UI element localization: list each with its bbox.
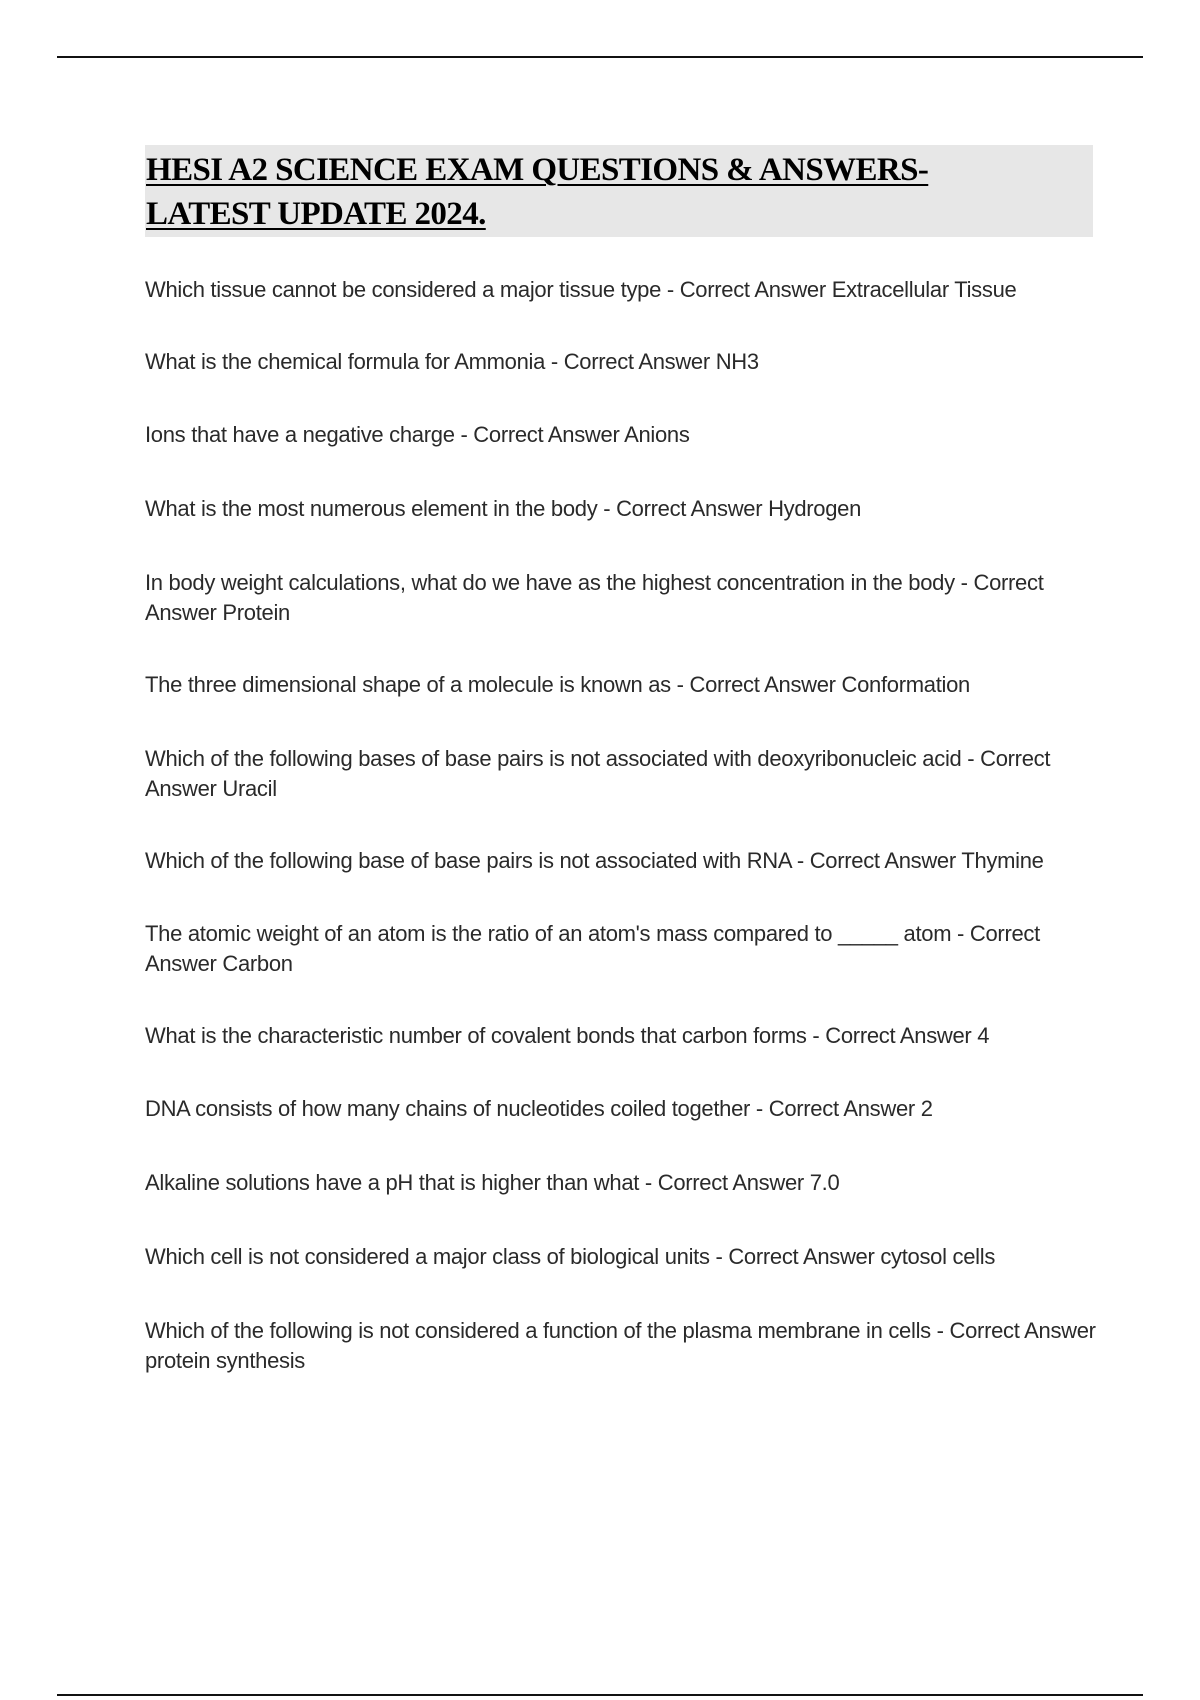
qa-item: The three dimensional shape of a molecule is known as - Correct Answer Conformation (145, 672, 970, 697)
question-text: The three dimensional shape of a molecule is known as (145, 672, 671, 697)
question-text: DNA consists of how many chains of nucleotides coiled together (145, 1096, 751, 1121)
qa-list (145, 275, 1105, 1376)
answer-prefix: Correct Answer (679, 277, 826, 302)
answer-prefix: Correct Answer (616, 496, 763, 521)
question-text: What is the characteristic number of covalent bonds that carbon forms (145, 1023, 807, 1048)
qa-item: The atomic weight of an atom is the ratio of an atom's mass compared to _____ atom - Correct Answer Carbon (145, 921, 1040, 976)
answer-prefix: Correct Answer (473, 422, 620, 447)
qa-item: What is the chemical formula for Ammonia - Correct Answer NH3 (145, 349, 759, 374)
top-rule (57, 56, 1143, 58)
answer-prefix: Correct Answer (728, 1244, 875, 1269)
question-text: Which of the following bases of base pairs is not associated with deoxyribonucleic acid (145, 746, 962, 771)
qa-item: What is the characteristic number of covalent bonds that carbon forms - Correct Answer 4 (145, 1023, 990, 1048)
qa-item: In body weight calculations, what do we have as the highest concentration in the body - Correct Answer Protein (145, 570, 1044, 625)
answer-text: 7.0 (809, 1170, 840, 1195)
qa-item: Which tissue cannot be considered a major tissue type - Correct Answer Extracellular Tissue (145, 277, 1017, 302)
answer-text: 4 (977, 1023, 990, 1048)
question-text: Ions that have a negative charge (145, 422, 455, 447)
qa-item: Ions that have a negative charge - Correct Answer Anions (145, 422, 690, 447)
qa-item: Which cell is not considered a major class of biological units - Correct Answer cytosol cells (145, 1244, 996, 1269)
answer-prefix: Correct Answer (949, 1318, 1096, 1343)
answer-text: Protein (222, 600, 290, 625)
qa-item: Which of the following bases of base pairs is not associated with deoxyribonucleic acid - Correct Answer Uracil (145, 746, 1051, 801)
answer-text: Hydrogen (768, 496, 862, 521)
answer-text: Uracil (222, 776, 277, 801)
answer-prefix: Correct Answer (145, 570, 1044, 625)
answer-text: Thymine (961, 848, 1044, 873)
qa-item: DNA consists of how many chains of nucleotides coiled together - Correct Answer 2 (145, 1096, 933, 1121)
answer-prefix: Correct Answer (689, 672, 836, 697)
question-text: In body weight calculations, what do we have as the highest concentration in the body (145, 570, 955, 595)
answer-text: 2 (920, 1096, 933, 1121)
answer-text: Conformation (841, 672, 970, 697)
answer-prefix: Correct Answer (145, 746, 1051, 801)
answer-prefix: Correct Answer (809, 848, 956, 873)
answer-prefix: Correct Answer (768, 1096, 915, 1121)
qa-item: Which of the following base of base pairs is not associated with RNA - Correct Answer Thymine (145, 848, 1044, 873)
qa-item: Which of the following is not considered a function of the plasma membrane in cells - Correct Answer protein synthesis (145, 1318, 1096, 1373)
answer-text: Anions (624, 422, 690, 447)
answer-text: NH3 (715, 349, 759, 374)
question-text: Which tissue cannot be considered a major tissue type (145, 277, 662, 302)
title-line-1: HESI A2 SCIENCE EXAM QUESTIONS & ANSWERS- (146, 152, 929, 188)
document-title (145, 145, 1093, 236)
answer-text: Carbon (222, 951, 293, 976)
qa-item: What is the most numerous element in the body - Correct Answer Hydrogen (145, 496, 862, 521)
title-line-2: LATEST UPDATE 2024. (146, 196, 486, 232)
question-text: What is the most numerous element in the body (145, 496, 598, 521)
answer-prefix: Correct Answer (657, 1170, 804, 1195)
answer-text: protein synthesis (145, 1348, 305, 1373)
bottom-rule (57, 1694, 1143, 1696)
question-text: Which of the following base of base pairs is not associated with RNA (145, 848, 792, 873)
question-text: Which cell is not considered a major class of biological units (145, 1244, 710, 1269)
question-text: Which of the following is not considered a function of the plasma membrane in cells (145, 1318, 931, 1343)
answer-text: Extracellular Tissue (831, 277, 1017, 302)
answer-prefix: Correct Answer (563, 349, 710, 374)
qa-item: Alkaline solutions have a pH that is higher than what - Correct Answer 7.0 (145, 1170, 840, 1195)
question-text: What is the chemical formula for Ammonia (145, 349, 546, 374)
question-text: Alkaline solutions have a pH that is higher than what (145, 1170, 640, 1195)
question-text: The atomic weight of an atom is the ratio of an atom's mass compared to _____ atom (145, 921, 952, 946)
title-band (145, 145, 1093, 237)
answer-prefix: Correct Answer (825, 1023, 972, 1048)
answer-text: cytosol cells (880, 1244, 996, 1269)
answer-prefix: Correct Answer (145, 921, 1040, 976)
